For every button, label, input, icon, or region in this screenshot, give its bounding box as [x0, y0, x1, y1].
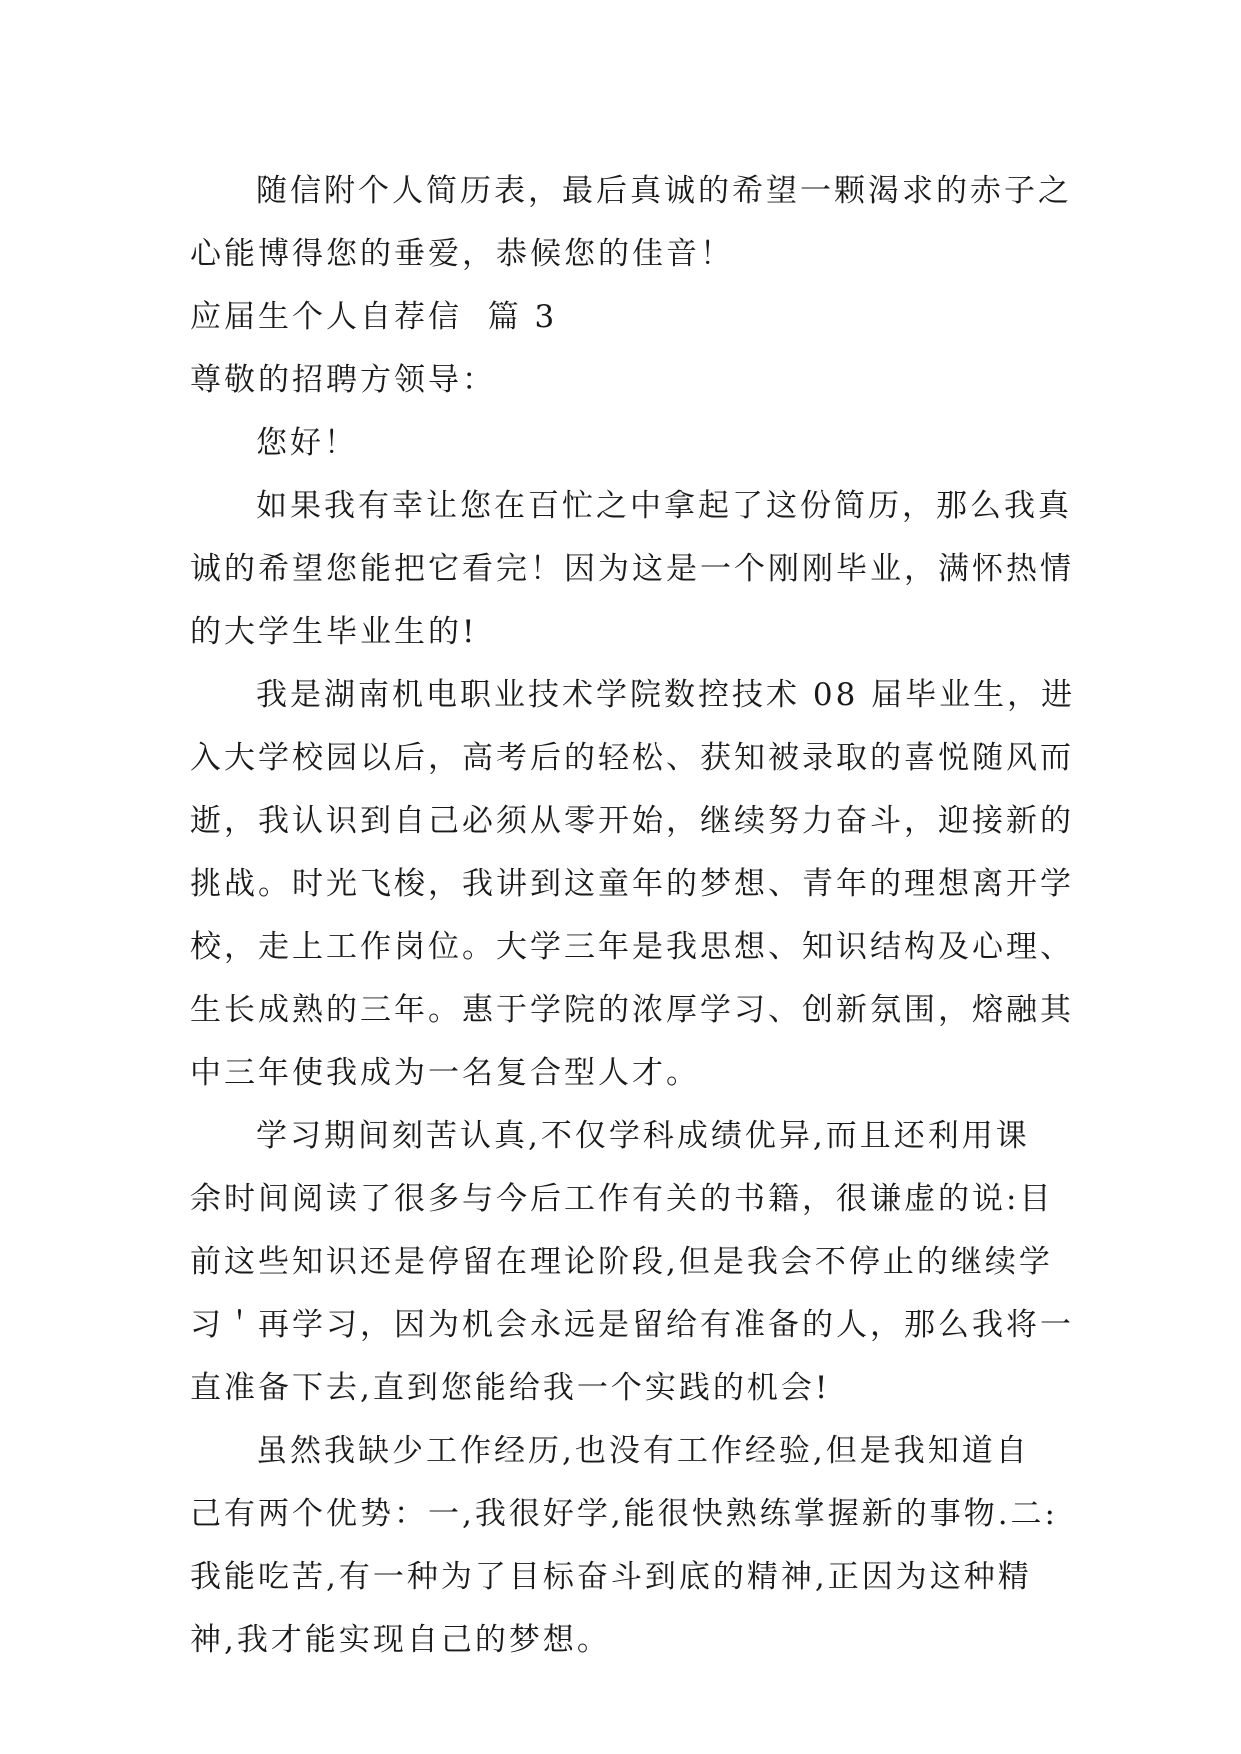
text-line: 中三年使我成为一名复合型人才。	[190, 1055, 700, 1091]
text-line: 习＇再学习，因为机会永远是留给有准备的人，那么我将一	[190, 1307, 1074, 1343]
salutation: 尊敬的招聘方领导：	[190, 362, 496, 398]
text-line: 入大学校园以后，高考后的轻松、获知被录取的喜悦随风而	[190, 740, 1074, 776]
text-line: 如果我有幸让您在百忙之中拿起了这份简历，那么我真	[256, 488, 1072, 524]
text-line: 虽然我缺少工作经历,也没有工作经验,但是我知道自	[256, 1433, 1030, 1469]
text-line: 直准备下去,直到您能给我一个实践的机会!	[190, 1370, 831, 1406]
section-heading: 应届生个人自荐信 篇 3	[190, 299, 558, 335]
text-line: 余时间阅读了很多与今后工作有关的书籍，很谦虚的说:目	[190, 1181, 1054, 1217]
document-body	[190, 160, 1076, 1672]
text-line: 我是湖南机电职业技术学院数控技术 08 届毕业生，进	[256, 677, 1076, 713]
text-line: 的大学生毕业生的!	[190, 614, 478, 650]
text-line: 心能博得您的垂爱，恭候您的佳音！	[190, 236, 734, 272]
text-line: 校，走上工作岗位。大学三年是我思想、知识结构及心理、	[190, 929, 1074, 965]
text-line: 学习期间刻苦认真,不仅学科成绩优异,而且还利用课	[256, 1118, 1030, 1154]
text-line: 诚的希望您能把它看完！因为这是一个刚刚毕业，满怀热情	[190, 551, 1074, 587]
text-line: 逝，我认识到自己必须从零开始，继续努力奋斗，迎接新的	[190, 803, 1074, 839]
text-line: 生长成熟的三年。惠于学院的浓厚学习、创新氛围，熔融其	[190, 992, 1074, 1028]
text-line: 前这些知识还是停留在理论阶段,但是我会不停止的继续学	[190, 1244, 1053, 1280]
text-line: 挑战。时光飞梭，我讲到这童年的梦想、青年的理想离开学	[190, 866, 1074, 902]
text-line: 神,我才能实现自己的梦想。	[190, 1622, 611, 1658]
text-line: 己有两个优势：一,我很好学,能很快熟练掌握新的事物.二:	[190, 1496, 1059, 1532]
greeting: 您好！	[256, 425, 358, 461]
text-line: 随信附个人简历表，最后真诚的希望一颗渴求的赤子之	[256, 173, 1072, 209]
text-line: 我能吃苦,有一种为了目标奋斗到底的精神,正因为这种精	[190, 1559, 1032, 1595]
